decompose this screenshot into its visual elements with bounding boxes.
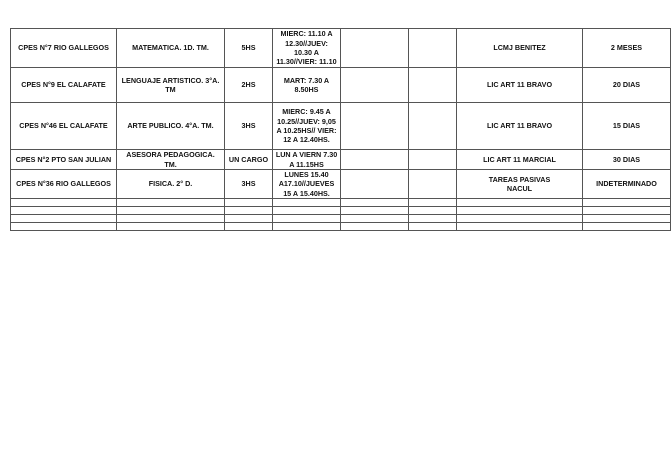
empty-cell [341, 215, 409, 223]
empty-cell [583, 215, 671, 223]
schedule-cell: LUN A VIERN 7.30 A 11.15HS [273, 150, 341, 170]
empty-cell [341, 207, 409, 215]
empty-row [11, 207, 671, 215]
empty-cell [457, 199, 583, 207]
hours-cell: 3HS [225, 170, 273, 199]
license-cell: LCMJ BENITEZ [457, 29, 583, 68]
subject-cell: ASESORA PEDAGOGICA. TM. [117, 150, 225, 170]
empty-cell [409, 215, 457, 223]
empty-cell [341, 103, 409, 150]
empty-cell [273, 215, 341, 223]
table-row [11, 103, 671, 150]
empty-row [11, 223, 671, 231]
subject-cell: ARTE PUBLICO. 4°A. TM. [117, 103, 225, 150]
empty-cell [225, 207, 273, 215]
empty-cell [225, 223, 273, 231]
schedule-cell: LUNES 15.40 A17.10//JUEVES 15 A 15.40HS. [273, 170, 341, 199]
duration-cell: 15 DIAS [583, 103, 671, 150]
empty-cell [409, 150, 457, 170]
school-cell: CPES N°9 EL CALAFATE [11, 68, 117, 103]
hours-cell: UN CARGO [225, 150, 273, 170]
empty-cell [341, 199, 409, 207]
school-cell: CPES N°36 RIO GALLEGOS [11, 170, 117, 199]
empty-row [11, 215, 671, 223]
duration-cell: 20 DIAS [583, 68, 671, 103]
subject-cell: LENGUAJE ARTISTICO. 3°A. TM [117, 68, 225, 103]
duration-cell: 30 DIAS [583, 150, 671, 170]
license-cell: TAREAS PASIVAS NACUL [457, 170, 583, 199]
hours-cell: 3HS [225, 103, 273, 150]
hours-cell: 2HS [225, 68, 273, 103]
empty-row [11, 199, 671, 207]
table-row [11, 170, 671, 199]
empty-cell [341, 68, 409, 103]
empty-cell [583, 223, 671, 231]
empty-cell [273, 223, 341, 231]
empty-cell [225, 199, 273, 207]
empty-cell [341, 170, 409, 199]
empty-cell [457, 207, 583, 215]
empty-cell [225, 215, 273, 223]
empty-cell [11, 215, 117, 223]
license-cell: LIC ART 11 BRAVO [457, 68, 583, 103]
assignments-table [10, 28, 671, 231]
empty-cell [117, 223, 225, 231]
table-row [11, 150, 671, 170]
school-cell: CPES N°46 EL CALAFATE [11, 103, 117, 150]
empty-cell [11, 207, 117, 215]
empty-cell [409, 223, 457, 231]
empty-cell [11, 199, 117, 207]
empty-cell [341, 223, 409, 231]
table-row [11, 68, 671, 103]
empty-cell [409, 68, 457, 103]
empty-cell [409, 170, 457, 199]
empty-cell [583, 199, 671, 207]
school-cell: CPES N°7 RIO GALLEGOS [11, 29, 117, 68]
license-cell: LIC ART 11 MARCIAL [457, 150, 583, 170]
empty-cell [409, 199, 457, 207]
empty-cell [409, 29, 457, 68]
empty-cell [273, 199, 341, 207]
license-cell: LIC ART 11 BRAVO [457, 103, 583, 150]
empty-cell [117, 207, 225, 215]
empty-cell [457, 223, 583, 231]
empty-cell [117, 199, 225, 207]
subject-cell: MATEMATICA. 1D. TM. [117, 29, 225, 68]
empty-cell [341, 29, 409, 68]
subject-cell: FISICA. 2° D. [117, 170, 225, 199]
empty-cell [457, 215, 583, 223]
hours-cell: 5HS [225, 29, 273, 68]
schedule-cell: MART: 7.30 A 8.50HS [273, 68, 341, 103]
school-cell: CPES N°2 PTO SAN JULIAN [11, 150, 117, 170]
empty-cell [409, 103, 457, 150]
duration-cell: INDETERMINADO [583, 170, 671, 199]
duration-cell: 2 MESES [583, 29, 671, 68]
schedule-cell: MIERC: 9.45 A 10.25//JUEV: 9,05 A 10.25HS// VIER: 12 A 12.40HS. [273, 103, 341, 150]
schedule-cell: MIERC: 11.10 A 12.30//JUEV: 10.30 A 11.30//VIER: 11.10 [273, 29, 341, 68]
empty-cell [117, 215, 225, 223]
empty-cell [583, 207, 671, 215]
empty-cell [273, 207, 341, 215]
table-row [11, 29, 671, 68]
empty-cell [341, 150, 409, 170]
empty-cell [11, 223, 117, 231]
empty-cell [409, 207, 457, 215]
